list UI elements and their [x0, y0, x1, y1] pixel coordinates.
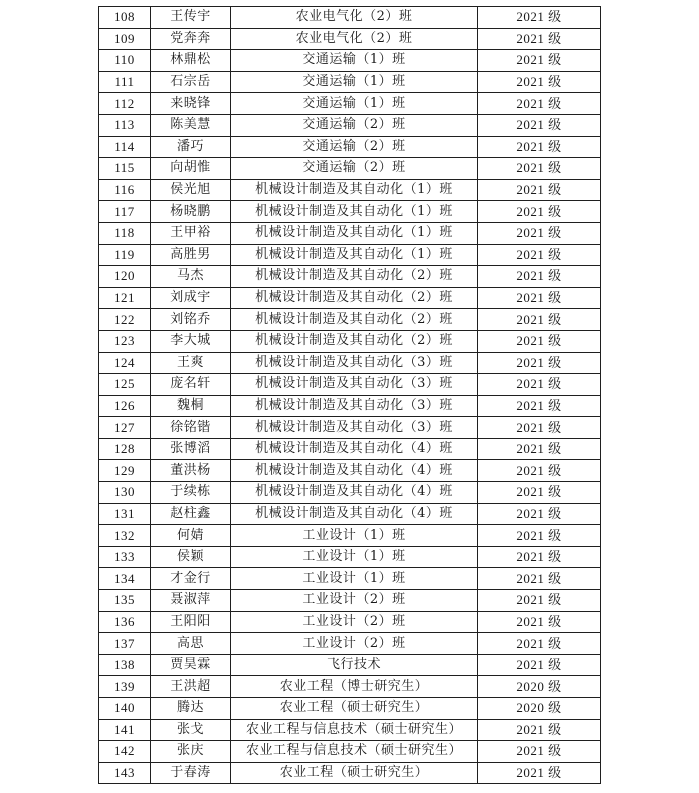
grade-year-cell: 2021 级	[478, 179, 601, 201]
table-row	[99, 93, 601, 115]
table-row	[99, 50, 601, 72]
class-name-cell: 机械设计制造及其自动化（2）班	[231, 266, 478, 288]
class-name-cell: 工业设计（2）班	[231, 633, 478, 655]
student-name-cell: 腾达	[151, 698, 231, 720]
table-row	[99, 741, 601, 763]
grade-year-cell: 2021 级	[478, 28, 601, 50]
class-name-cell: 机械设计制造及其自动化（1）班	[231, 179, 478, 201]
row-number-cell: 130	[99, 482, 151, 504]
table-row	[99, 179, 601, 201]
table-row	[99, 762, 601, 784]
student-name-cell: 贾昊霖	[151, 654, 231, 676]
grade-year-cell: 2021 级	[478, 114, 601, 136]
student-name-cell: 向胡惟	[151, 158, 231, 180]
student-name-cell: 李大城	[151, 330, 231, 352]
row-number-cell: 109	[99, 28, 151, 50]
row-number-cell: 117	[99, 201, 151, 223]
student-name-cell: 刘成宇	[151, 287, 231, 309]
student-name-cell: 杨晓鹏	[151, 201, 231, 223]
grade-year-cell: 2021 级	[478, 287, 601, 309]
row-number-cell: 135	[99, 590, 151, 612]
student-name-cell: 王阳阳	[151, 611, 231, 633]
table-row	[99, 7, 601, 29]
row-number-cell: 138	[99, 654, 151, 676]
grade-year-cell: 2021 级	[478, 438, 601, 460]
grade-year-cell: 2021 级	[478, 266, 601, 288]
student-name-cell: 徐铭锴	[151, 417, 231, 439]
student-name-cell: 于续栋	[151, 482, 231, 504]
class-name-cell: 交通运输（2）班	[231, 136, 478, 158]
grade-year-cell: 2021 级	[478, 654, 601, 676]
table-row	[99, 676, 601, 698]
grade-year-cell: 2021 级	[478, 525, 601, 547]
grade-year-cell: 2021 级	[478, 158, 601, 180]
class-name-cell: 交通运输（1）班	[231, 71, 478, 93]
student-name-cell: 庞名轩	[151, 374, 231, 396]
student-name-cell: 高思	[151, 633, 231, 655]
row-number-cell: 125	[99, 374, 151, 396]
student-name-cell: 陈美慧	[151, 114, 231, 136]
class-name-cell: 交通运输（1）班	[231, 50, 478, 72]
roster-sheet	[98, 6, 600, 784]
row-number-cell: 120	[99, 266, 151, 288]
student-name-cell: 何婧	[151, 525, 231, 547]
row-number-cell: 124	[99, 352, 151, 374]
grade-year-cell: 2021 级	[478, 50, 601, 72]
class-name-cell: 农业工程（博士研究生）	[231, 676, 478, 698]
table-row	[99, 374, 601, 396]
class-name-cell: 农业电气化（2）班	[231, 28, 478, 50]
student-name-cell: 魏桐	[151, 395, 231, 417]
table-row	[99, 71, 601, 93]
table-row	[99, 590, 601, 612]
row-number-cell: 128	[99, 438, 151, 460]
class-name-cell: 农业工程（硕士研究生）	[231, 698, 478, 720]
class-name-cell: 机械设计制造及其自动化（1）班	[231, 244, 478, 266]
row-number-cell: 122	[99, 309, 151, 331]
grade-year-cell: 2021 级	[478, 482, 601, 504]
table-row	[99, 244, 601, 266]
table-row	[99, 482, 601, 504]
row-number-cell: 108	[99, 7, 151, 29]
table-row	[99, 633, 601, 655]
table-row	[99, 309, 601, 331]
table-row	[99, 136, 601, 158]
student-name-cell: 林鼎松	[151, 50, 231, 72]
class-name-cell: 机械设计制造及其自动化（4）班	[231, 460, 478, 482]
row-number-cell: 129	[99, 460, 151, 482]
student-name-cell: 高胜男	[151, 244, 231, 266]
table-row	[99, 222, 601, 244]
class-name-cell: 机械设计制造及其自动化（2）班	[231, 287, 478, 309]
student-name-cell: 来晓锋	[151, 93, 231, 115]
grade-year-cell: 2020 级	[478, 676, 601, 698]
row-number-cell: 112	[99, 93, 151, 115]
grade-year-cell: 2021 级	[478, 244, 601, 266]
table-row	[99, 266, 601, 288]
table-row	[99, 698, 601, 720]
row-number-cell: 134	[99, 568, 151, 590]
table-row	[99, 417, 601, 439]
grade-year-cell: 2021 级	[478, 568, 601, 590]
grade-year-cell: 2021 级	[478, 71, 601, 93]
row-number-cell: 115	[99, 158, 151, 180]
row-number-cell: 137	[99, 633, 151, 655]
class-name-cell: 农业工程（硕士研究生）	[231, 762, 478, 784]
table-row	[99, 395, 601, 417]
grade-year-cell: 2021 级	[478, 395, 601, 417]
student-name-cell: 刘铭乔	[151, 309, 231, 331]
class-name-cell: 交通运输（1）班	[231, 93, 478, 115]
row-number-cell: 131	[99, 503, 151, 525]
grade-year-cell: 2021 级	[478, 201, 601, 223]
grade-year-cell: 2021 级	[478, 136, 601, 158]
table-row	[99, 158, 601, 180]
table-row	[99, 460, 601, 482]
student-name-cell: 张庆	[151, 741, 231, 763]
table-row	[99, 546, 601, 568]
class-name-cell: 飞行技术	[231, 654, 478, 676]
grade-year-cell: 2021 级	[478, 719, 601, 741]
class-name-cell: 机械设计制造及其自动化（3）班	[231, 352, 478, 374]
student-name-cell: 潘巧	[151, 136, 231, 158]
table-row	[99, 114, 601, 136]
student-name-cell: 董洪杨	[151, 460, 231, 482]
grade-year-cell: 2021 级	[478, 503, 601, 525]
student-name-cell: 聂淑萍	[151, 590, 231, 612]
class-name-cell: 工业设计（1）班	[231, 546, 478, 568]
grade-year-cell: 2021 级	[478, 7, 601, 29]
class-name-cell: 交通运输（2）班	[231, 158, 478, 180]
grade-year-cell: 2021 级	[478, 611, 601, 633]
row-number-cell: 114	[99, 136, 151, 158]
class-name-cell: 交通运输（2）班	[231, 114, 478, 136]
row-number-cell: 121	[99, 287, 151, 309]
class-name-cell: 工业设计（1）班	[231, 525, 478, 547]
student-name-cell: 马杰	[151, 266, 231, 288]
table-row	[99, 719, 601, 741]
row-number-cell: 123	[99, 330, 151, 352]
class-name-cell: 工业设计（2）班	[231, 590, 478, 612]
class-name-cell: 工业设计（2）班	[231, 611, 478, 633]
table-row	[99, 352, 601, 374]
table-row	[99, 201, 601, 223]
class-name-cell: 农业工程与信息技术（硕士研究生）	[231, 719, 478, 741]
row-number-cell: 142	[99, 741, 151, 763]
grade-year-cell: 2021 级	[478, 330, 601, 352]
student-name-cell: 赵柱鑫	[151, 503, 231, 525]
student-name-cell: 石宗岳	[151, 71, 231, 93]
table-row	[99, 287, 601, 309]
table-row	[99, 525, 601, 547]
class-name-cell: 机械设计制造及其自动化（3）班	[231, 395, 478, 417]
class-name-cell: 机械设计制造及其自动化（2）班	[231, 309, 478, 331]
table-row	[99, 654, 601, 676]
table-row	[99, 611, 601, 633]
class-name-cell: 机械设计制造及其自动化（4）班	[231, 503, 478, 525]
class-name-cell: 机械设计制造及其自动化（4）班	[231, 438, 478, 460]
table-row	[99, 28, 601, 50]
row-number-cell: 133	[99, 546, 151, 568]
class-name-cell: 机械设计制造及其自动化（1）班	[231, 222, 478, 244]
table-row	[99, 503, 601, 525]
grade-year-cell: 2021 级	[478, 352, 601, 374]
grade-year-cell: 2021 级	[478, 460, 601, 482]
row-number-cell: 132	[99, 525, 151, 547]
student-name-cell: 王传宇	[151, 7, 231, 29]
student-name-cell: 张戈	[151, 719, 231, 741]
row-number-cell: 141	[99, 719, 151, 741]
grade-year-cell: 2021 级	[478, 374, 601, 396]
grade-year-cell: 2021 级	[478, 741, 601, 763]
table-row	[99, 568, 601, 590]
student-name-cell: 张博滔	[151, 438, 231, 460]
student-name-cell: 党奔奔	[151, 28, 231, 50]
row-number-cell: 116	[99, 179, 151, 201]
grade-year-cell: 2021 级	[478, 309, 601, 331]
student-name-cell: 才金行	[151, 568, 231, 590]
class-name-cell: 农业电气化（2）班	[231, 7, 478, 29]
class-name-cell: 机械设计制造及其自动化（3）班	[231, 417, 478, 439]
row-number-cell: 119	[99, 244, 151, 266]
row-number-cell: 110	[99, 50, 151, 72]
class-name-cell: 机械设计制造及其自动化（3）班	[231, 374, 478, 396]
grade-year-cell: 2021 级	[478, 93, 601, 115]
row-number-cell: 126	[99, 395, 151, 417]
class-name-cell: 农业工程与信息技术（硕士研究生）	[231, 741, 478, 763]
grade-year-cell: 2021 级	[478, 590, 601, 612]
row-number-cell: 143	[99, 762, 151, 784]
grade-year-cell: 2021 级	[478, 222, 601, 244]
row-number-cell: 118	[99, 222, 151, 244]
class-name-cell: 机械设计制造及其自动化（1）班	[231, 201, 478, 223]
student-name-cell: 王洪超	[151, 676, 231, 698]
roster-table-body	[99, 7, 601, 784]
table-row	[99, 438, 601, 460]
class-name-cell: 工业设计（1）班	[231, 568, 478, 590]
grade-year-cell: 2020 级	[478, 698, 601, 720]
student-name-cell: 侯光旭	[151, 179, 231, 201]
table-row	[99, 330, 601, 352]
row-number-cell: 139	[99, 676, 151, 698]
row-number-cell: 127	[99, 417, 151, 439]
class-name-cell: 机械设计制造及其自动化（4）班	[231, 482, 478, 504]
student-name-cell: 王爽	[151, 352, 231, 374]
row-number-cell: 136	[99, 611, 151, 633]
student-name-cell: 王甲裕	[151, 222, 231, 244]
grade-year-cell: 2021 级	[478, 633, 601, 655]
student-name-cell: 侯颖	[151, 546, 231, 568]
student-name-cell: 于春涛	[151, 762, 231, 784]
grade-year-cell: 2021 级	[478, 417, 601, 439]
grade-year-cell: 2021 级	[478, 762, 601, 784]
grade-year-cell: 2021 级	[478, 546, 601, 568]
row-number-cell: 111	[99, 71, 151, 93]
class-name-cell: 机械设计制造及其自动化（2）班	[231, 330, 478, 352]
row-number-cell: 140	[99, 698, 151, 720]
row-number-cell: 113	[99, 114, 151, 136]
roster-table	[98, 6, 601, 784]
